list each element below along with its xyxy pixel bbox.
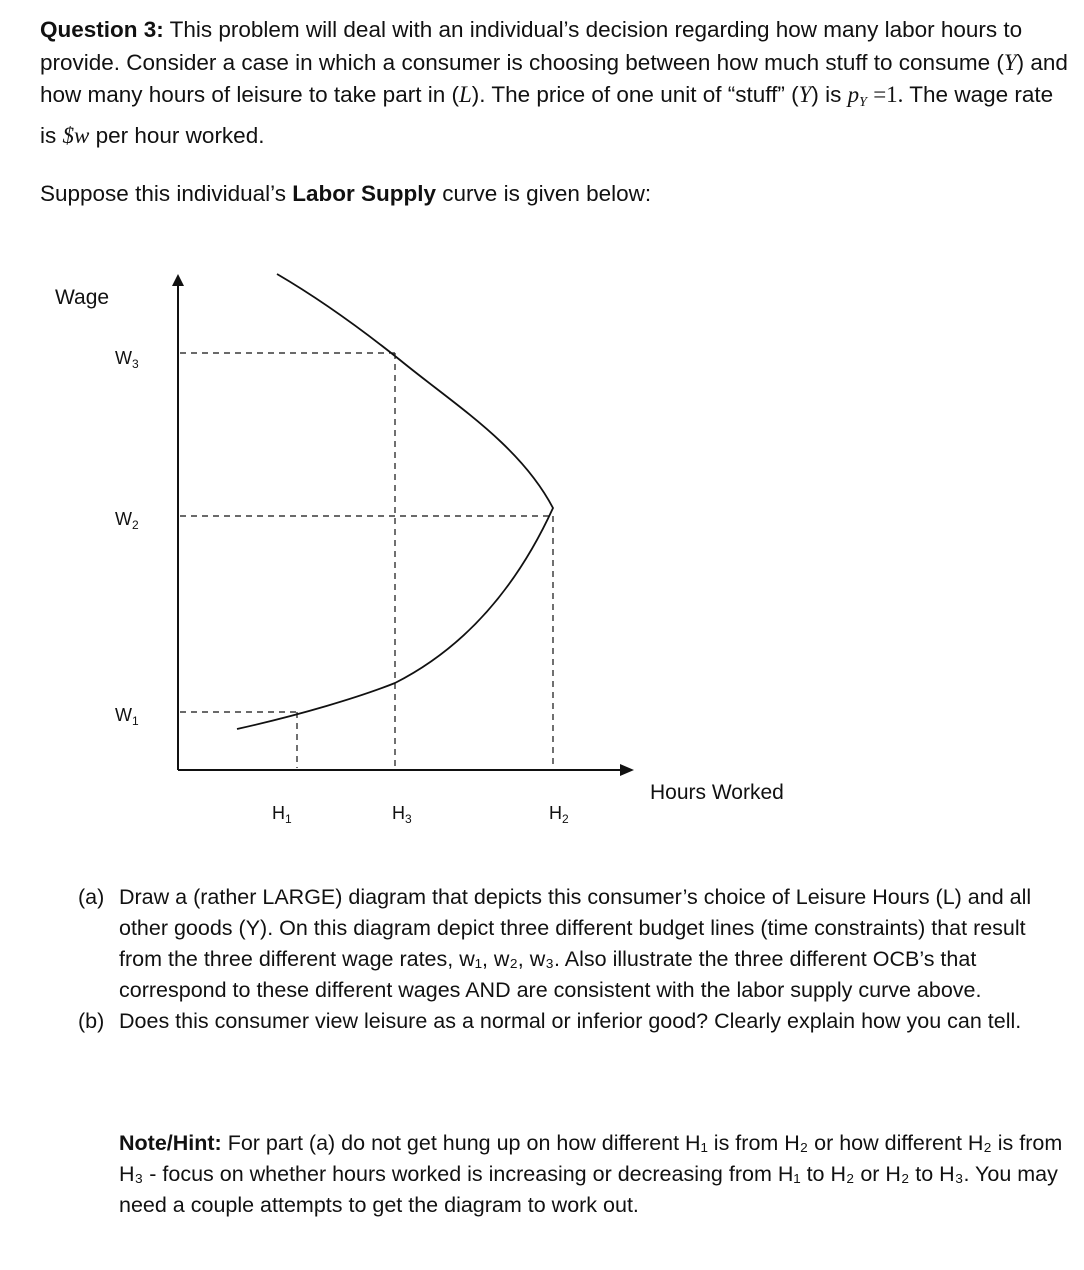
x-axis-arrow	[620, 764, 634, 776]
intro-text-6: per hour worked.	[95, 122, 265, 148]
intro-text-5: The wage rate is	[40, 82, 1054, 148]
wage-expression: $w	[62, 122, 90, 148]
x-axis-label: Hours Worked	[650, 781, 784, 804]
intro-text-3: ). The price of one unit of “stuff” (	[471, 82, 799, 107]
part-a-text: Draw a (rather LARGE) diagram that depicts this consumer’s choice of Leisure Hours (L) and all other goods (Y). On this diagram depict three different budget lines (time constraints) that result from the three different wage rates, w₁, w₂, w₃. Also illustrate the three different OCB’s that correspond to these different wages AND are consistent with the labor supply curve above.	[119, 885, 1032, 1002]
part-b	[78, 1006, 1073, 1037]
question-label: Question 3:	[40, 17, 164, 42]
question-intro	[40, 14, 1070, 152]
y-tick-w1: $W_1$	[115, 705, 139, 728]
suppose-text-2: curve is given below:	[442, 181, 652, 206]
labor-supply-chart	[0, 230, 1084, 830]
note-hint	[119, 1128, 1069, 1221]
price-eq: =1.	[873, 82, 904, 107]
symbol-l: L	[458, 82, 472, 107]
intro-text-2: ) and how many hours of leisure to take part in (	[40, 49, 1068, 107]
symbol-y-2: Y	[798, 82, 812, 107]
suppose-line	[40, 178, 1070, 211]
intro-text-1: This problem will deal with an individual’s decision regarding how many labor hours to provide. Consider a case in which a consumer is choosing between how much stuff to consume (	[40, 17, 1023, 75]
intro-text-4: ) is	[811, 82, 842, 107]
price-sub: Y	[859, 95, 867, 110]
y-axis-arrow	[172, 274, 184, 286]
part-b-text: Does this consumer view leisure as a normal or inferior good? Clearly explain how you can tell.	[119, 1009, 1022, 1033]
y-tick-w2: $W_2$	[115, 509, 139, 532]
x-tick-h2: $H_2$	[549, 803, 569, 826]
part-b-marker: (b)	[78, 1009, 105, 1033]
suppose-text-1: Suppose this individual’s	[40, 181, 286, 206]
y-axis-label: Wage	[55, 286, 110, 309]
price-p: p	[847, 82, 860, 107]
suppose-bold: Labor Supply	[292, 181, 437, 206]
note-text: For part (a) do not get hung up on how different H₁ is from H₂ or how different H₂ is from H₃ - focus on whether hours worked is increasing or decreasing from H₁ to H₂ or H₂ to H₃. You may need a couple attempts to get the diagram to work out.	[119, 1131, 1063, 1217]
note-label: Note/Hint:	[119, 1131, 222, 1155]
x-tick-h3: $H_3$	[392, 803, 412, 826]
y-tick-w3: $W_3$	[115, 348, 139, 371]
price-expression	[847, 82, 867, 110]
question-parts	[78, 882, 1073, 1037]
symbol-y: Y	[1003, 49, 1017, 75]
part-a	[78, 882, 1073, 1006]
part-a-marker: (a)	[78, 885, 105, 909]
x-tick-h1: $H_1$	[272, 803, 292, 826]
